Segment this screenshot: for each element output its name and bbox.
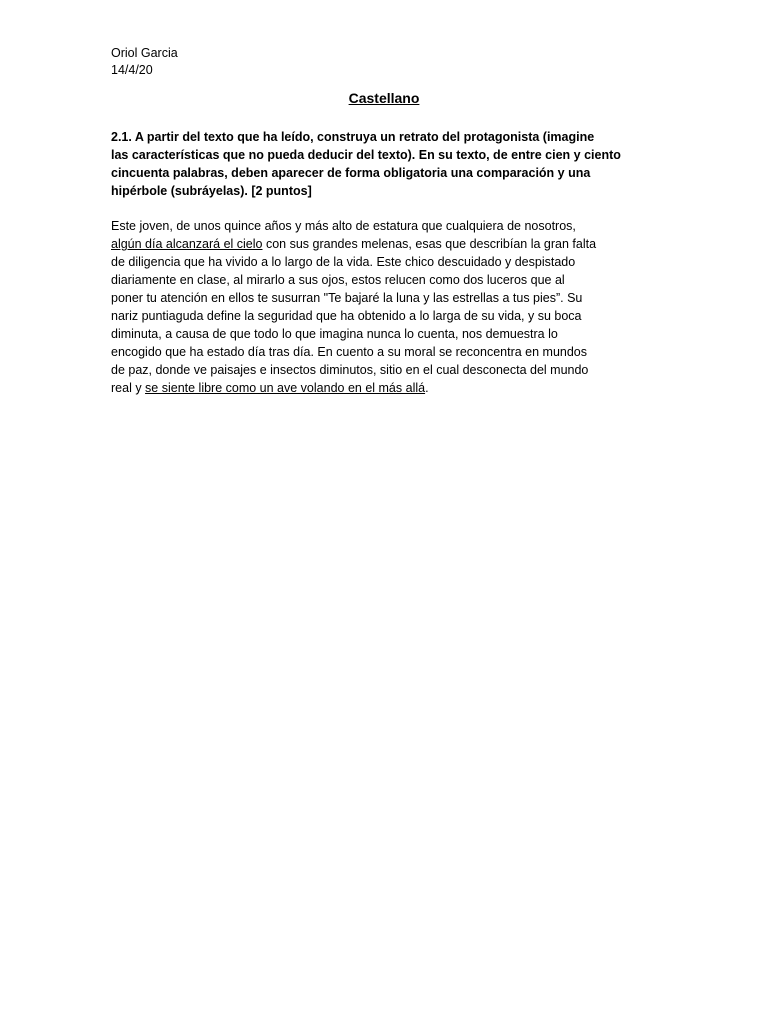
document-date: 14/4/20	[111, 63, 153, 77]
answer-line: encogido que ha estado día tras día. En cuento a su moral se reconcentra en mundos	[111, 345, 588, 359]
answer-paragraph	[111, 217, 663, 397]
answer-line: de diligencia que ha vivido a lo largo de la vida. Este chico descuidado y despistado	[111, 255, 576, 269]
answer-text: con sus grandes melenas, esas que describían la gran falta	[262, 237, 597, 251]
answer-line: diminuta, a causa de que todo lo que imagina nunca lo cuenta, nos demuestra lo	[111, 327, 558, 341]
answer-line: nariz puntiaguda define la seguridad que ha obtenido a lo larga de su vida, y su boca	[111, 309, 582, 323]
author-name: Oriol Garcia	[111, 46, 178, 60]
hyperbole-underlined: algún día alcanzará el cielo	[111, 237, 263, 251]
answer-line: diariamente en clase, al mirarlo a sus ojos, estos relucen como dos luceros que al	[111, 273, 565, 287]
answer-line: Este joven, de unos quince años y más alto de estatura que cualquiera de nosotros,	[111, 219, 576, 233]
answer-text: .	[425, 381, 429, 395]
question-text	[111, 128, 663, 200]
question-line: 2.1. A partir del texto que ha leído, construya un retrato del protagonista (imagine	[111, 130, 595, 144]
question-line: hipérbole (subráyelas). [2 puntos]	[111, 184, 312, 198]
answer-line	[111, 235, 663, 253]
answer-line	[111, 379, 663, 397]
question-line: cincuenta palabras, deben aparecer de forma obligatoria una comparación y una	[111, 166, 591, 180]
answer-line: poner tu atención en ellos te susurran "Te bajaré la luna y las estrellas a tus pies”. Su	[111, 291, 583, 305]
question-line: las características que no pueda deducir del texto). En su texto, de entre cien y ciento	[111, 148, 621, 162]
comparison-underlined: se siente libre como un ave volando en el más allá	[145, 381, 426, 395]
document-header	[111, 45, 178, 79]
document-title: Castellano	[348, 90, 420, 106]
answer-text: real y	[111, 381, 146, 395]
answer-line: de paz, donde ve paisajes e insectos diminutos, sitio en el cual desconecta del mundo	[111, 363, 589, 377]
